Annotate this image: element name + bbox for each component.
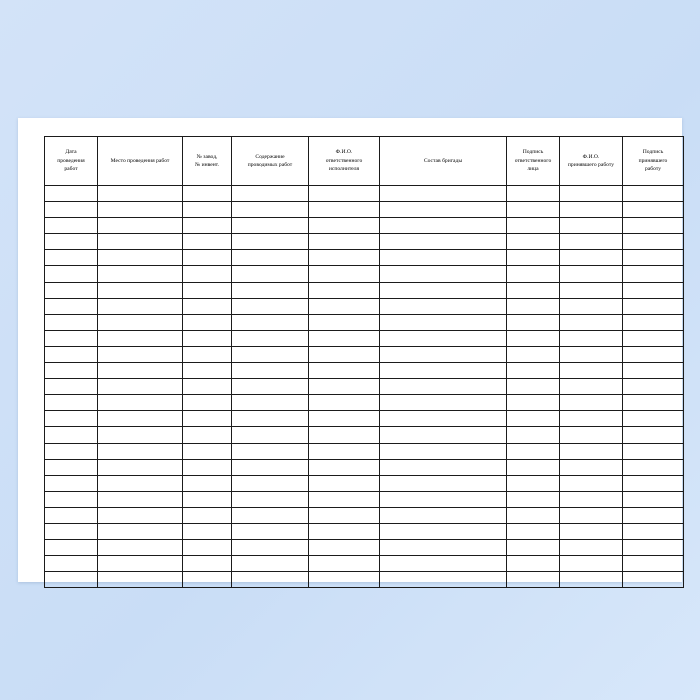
- table-cell[interactable]: [560, 363, 623, 379]
- table-cell[interactable]: [507, 491, 560, 507]
- table-cell[interactable]: [183, 523, 232, 539]
- column-header-line: № инвент.: [194, 162, 220, 168]
- table-cell[interactable]: [232, 298, 309, 314]
- table-cell[interactable]: [507, 298, 560, 314]
- table-cell[interactable]: [560, 411, 623, 427]
- table-cell[interactable]: [380, 314, 507, 330]
- table-cell[interactable]: [45, 298, 98, 314]
- table-cell[interactable]: [560, 234, 623, 250]
- table-cell[interactable]: [98, 234, 183, 250]
- table-cell[interactable]: [380, 379, 507, 395]
- table-row[interactable]: [45, 218, 684, 234]
- table-cell[interactable]: [45, 282, 98, 298]
- table-cell[interactable]: [560, 475, 623, 491]
- column-header-line: Дата: [65, 149, 77, 156]
- table-cell[interactable]: [183, 459, 232, 475]
- table-cell[interactable]: [623, 282, 684, 298]
- column-header-acceptor-signature: [623, 137, 684, 186]
- column-header-location: [98, 137, 183, 186]
- table-cell[interactable]: [560, 459, 623, 475]
- table-cell[interactable]: [45, 250, 98, 266]
- table-cell[interactable]: [183, 298, 232, 314]
- table-cell[interactable]: [507, 411, 560, 427]
- table-cell[interactable]: [309, 298, 380, 314]
- table-cell[interactable]: [623, 411, 684, 427]
- table-cell[interactable]: [45, 443, 98, 459]
- table-cell[interactable]: [623, 572, 684, 588]
- table-cell[interactable]: [560, 556, 623, 572]
- table-cell[interactable]: [98, 556, 183, 572]
- table-cell[interactable]: [309, 459, 380, 475]
- table-cell[interactable]: [98, 363, 183, 379]
- table-row[interactable]: [45, 379, 684, 395]
- table-cell[interactable]: [623, 234, 684, 250]
- table-cell[interactable]: [98, 282, 183, 298]
- table-cell[interactable]: [232, 266, 309, 282]
- table-cell[interactable]: [380, 556, 507, 572]
- table-cell[interactable]: [309, 218, 380, 234]
- table-cell[interactable]: [183, 363, 232, 379]
- table-cell[interactable]: [232, 250, 309, 266]
- table-cell[interactable]: [98, 572, 183, 588]
- table-cell[interactable]: [507, 507, 560, 523]
- table-row[interactable]: [45, 411, 684, 427]
- table-cell[interactable]: [45, 572, 98, 588]
- table-cell[interactable]: [45, 475, 98, 491]
- table-cell[interactable]: [98, 427, 183, 443]
- table-row[interactable]: [45, 363, 684, 379]
- table-row[interactable]: [45, 186, 684, 202]
- table-cell[interactable]: [183, 540, 232, 556]
- table-cell[interactable]: [623, 491, 684, 507]
- column-header-responsible-performer: [309, 137, 380, 186]
- column-header-line: принявшего работу: [567, 162, 615, 168]
- table-cell[interactable]: [232, 523, 309, 539]
- column-header-acceptor-name: [560, 137, 623, 186]
- column-header-line: принявшего: [638, 157, 668, 164]
- table-cell[interactable]: [380, 298, 507, 314]
- table-cell[interactable]: [380, 346, 507, 362]
- table-row[interactable]: [45, 250, 684, 266]
- table-row[interactable]: [45, 202, 684, 218]
- table-cell[interactable]: [45, 540, 98, 556]
- column-header-line: Содержание: [255, 153, 285, 160]
- table-row[interactable]: [45, 330, 684, 346]
- table-cell[interactable]: [380, 475, 507, 491]
- table-cell[interactable]: [232, 202, 309, 218]
- table-cell[interactable]: [380, 491, 507, 507]
- table-cell[interactable]: [623, 507, 684, 523]
- column-header-line: работ: [64, 166, 78, 173]
- table-cell[interactable]: [507, 202, 560, 218]
- table-cell[interactable]: [623, 556, 684, 572]
- table-cell[interactable]: [232, 218, 309, 234]
- table-cell[interactable]: [623, 540, 684, 556]
- table-cell[interactable]: [309, 556, 380, 572]
- column-header-line: проведения: [57, 157, 85, 164]
- table-cell[interactable]: [45, 459, 98, 475]
- table-cell[interactable]: [98, 411, 183, 427]
- table-cell[interactable]: [98, 540, 183, 556]
- table-cell[interactable]: [560, 572, 623, 588]
- table-cell[interactable]: [380, 459, 507, 475]
- table-cell[interactable]: [507, 234, 560, 250]
- log-table-container: [44, 136, 668, 566]
- table-cell[interactable]: [560, 443, 623, 459]
- table-cell[interactable]: [232, 572, 309, 588]
- table-cell[interactable]: [309, 379, 380, 395]
- table-cell[interactable]: [183, 218, 232, 234]
- table-cell[interactable]: [183, 507, 232, 523]
- table-cell[interactable]: [507, 346, 560, 362]
- table-cell[interactable]: [560, 250, 623, 266]
- table-cell[interactable]: [507, 218, 560, 234]
- table-cell[interactable]: [560, 330, 623, 346]
- table-cell[interactable]: [98, 330, 183, 346]
- table-row[interactable]: [45, 234, 684, 250]
- table-cell[interactable]: [45, 427, 98, 443]
- table-cell[interactable]: [98, 186, 183, 202]
- table-cell[interactable]: [183, 411, 232, 427]
- table-cell[interactable]: [623, 363, 684, 379]
- table-cell[interactable]: [623, 475, 684, 491]
- table-cell[interactable]: [183, 427, 232, 443]
- table-cell[interactable]: [232, 234, 309, 250]
- column-header-line: Ф.И.О.: [582, 153, 600, 160]
- table-cell[interactable]: [232, 314, 309, 330]
- table-row[interactable]: [45, 346, 684, 362]
- table-cell[interactable]: [380, 572, 507, 588]
- table-cell[interactable]: [507, 427, 560, 443]
- table-cell[interactable]: [309, 282, 380, 298]
- table-cell[interactable]: [232, 330, 309, 346]
- table-cell[interactable]: [309, 395, 380, 411]
- table-cell[interactable]: [623, 379, 684, 395]
- column-header-line: Подпись: [642, 149, 664, 156]
- table-cell[interactable]: [98, 523, 183, 539]
- table-cell[interactable]: [560, 427, 623, 443]
- table-cell[interactable]: [232, 186, 309, 202]
- table-cell[interactable]: [183, 379, 232, 395]
- table-cell[interactable]: [183, 443, 232, 459]
- table-cell[interactable]: [183, 314, 232, 330]
- table-cell[interactable]: [623, 314, 684, 330]
- table-cell[interactable]: [232, 491, 309, 507]
- table-cell[interactable]: [183, 186, 232, 202]
- table-cell[interactable]: [507, 459, 560, 475]
- table-cell[interactable]: [45, 186, 98, 202]
- table-cell[interactable]: [507, 540, 560, 556]
- table-cell[interactable]: [309, 475, 380, 491]
- column-header-line: Ф.И.О.: [335, 149, 353, 156]
- table-body: [45, 186, 684, 588]
- table-cell[interactable]: [623, 266, 684, 282]
- column-header-line: Место проведения работ: [110, 157, 170, 164]
- table-cell[interactable]: [232, 427, 309, 443]
- column-header-line: исполнителя: [328, 166, 360, 173]
- table-cell[interactable]: [183, 266, 232, 282]
- table-cell[interactable]: [309, 491, 380, 507]
- table-cell[interactable]: [98, 379, 183, 395]
- table-cell[interactable]: [309, 427, 380, 443]
- table-cell[interactable]: [309, 411, 380, 427]
- table-cell[interactable]: [183, 282, 232, 298]
- table-row[interactable]: [45, 523, 684, 539]
- table-cell[interactable]: [183, 572, 232, 588]
- table-row[interactable]: [45, 266, 684, 282]
- table-cell[interactable]: [45, 556, 98, 572]
- table-cell[interactable]: [98, 266, 183, 282]
- table-cell[interactable]: [309, 572, 380, 588]
- table-cell[interactable]: [232, 556, 309, 572]
- table-cell[interactable]: [380, 266, 507, 282]
- table-cell[interactable]: [380, 443, 507, 459]
- table-cell[interactable]: [623, 298, 684, 314]
- table-cell[interactable]: [98, 395, 183, 411]
- table-cell[interactable]: [507, 556, 560, 572]
- column-header-line: № завод,: [196, 153, 218, 160]
- work-log-table: [44, 136, 684, 588]
- table-cell[interactable]: [232, 411, 309, 427]
- table-cell[interactable]: [98, 218, 183, 234]
- table-cell[interactable]: [232, 459, 309, 475]
- table-cell[interactable]: [183, 395, 232, 411]
- table-cell[interactable]: [507, 572, 560, 588]
- table-cell[interactable]: [98, 491, 183, 507]
- table-cell[interactable]: [560, 298, 623, 314]
- table-cell[interactable]: [560, 218, 623, 234]
- table-cell[interactable]: [380, 282, 507, 298]
- table-row[interactable]: [45, 556, 684, 572]
- table-cell[interactable]: [183, 346, 232, 362]
- table-cell[interactable]: [45, 266, 98, 282]
- table-cell[interactable]: [309, 202, 380, 218]
- table-cell[interactable]: [232, 379, 309, 395]
- table-cell[interactable]: [380, 234, 507, 250]
- table-row[interactable]: [45, 507, 684, 523]
- table-cell[interactable]: [183, 475, 232, 491]
- table-cell[interactable]: [45, 346, 98, 362]
- table-cell[interactable]: [45, 218, 98, 234]
- table-cell[interactable]: [623, 427, 684, 443]
- table-cell[interactable]: [623, 346, 684, 362]
- table-cell[interactable]: [560, 346, 623, 362]
- table-cell[interactable]: [183, 202, 232, 218]
- column-header-work-content: [232, 137, 309, 186]
- table-row[interactable]: [45, 443, 684, 459]
- table-cell[interactable]: [98, 443, 183, 459]
- table-cell[interactable]: [309, 186, 380, 202]
- table-row[interactable]: [45, 491, 684, 507]
- table-cell[interactable]: [309, 443, 380, 459]
- column-header-line: Состав бригады: [423, 157, 463, 164]
- column-header-line: Подпись: [522, 149, 544, 156]
- table-cell[interactable]: [507, 250, 560, 266]
- table-cell[interactable]: [98, 459, 183, 475]
- table-cell[interactable]: [45, 491, 98, 507]
- table-cell[interactable]: [45, 395, 98, 411]
- table-cell[interactable]: [507, 363, 560, 379]
- table-cell[interactable]: [560, 186, 623, 202]
- table-cell[interactable]: [560, 314, 623, 330]
- table-cell[interactable]: [380, 202, 507, 218]
- table-cell[interactable]: [183, 330, 232, 346]
- table-cell[interactable]: [560, 523, 623, 539]
- table-cell[interactable]: [183, 234, 232, 250]
- table-cell[interactable]: [380, 395, 507, 411]
- table-cell[interactable]: [623, 218, 684, 234]
- table-cell[interactable]: [309, 234, 380, 250]
- table-cell[interactable]: [309, 346, 380, 362]
- table-cell[interactable]: [507, 395, 560, 411]
- table-cell[interactable]: [623, 202, 684, 218]
- table-cell[interactable]: [380, 411, 507, 427]
- table-cell[interactable]: [560, 507, 623, 523]
- table-cell[interactable]: [45, 330, 98, 346]
- table-cell[interactable]: [98, 507, 183, 523]
- table-cell[interactable]: [623, 250, 684, 266]
- table-cell[interactable]: [560, 379, 623, 395]
- table-cell[interactable]: [45, 363, 98, 379]
- column-header-line: лица: [527, 166, 539, 173]
- table-cell[interactable]: [507, 330, 560, 346]
- table-cell[interactable]: [309, 540, 380, 556]
- table-cell[interactable]: [45, 507, 98, 523]
- table-cell[interactable]: [623, 395, 684, 411]
- table-header-row: [45, 137, 684, 186]
- table-cell[interactable]: [98, 202, 183, 218]
- table-row[interactable]: [45, 314, 684, 330]
- table-cell[interactable]: [623, 459, 684, 475]
- table-cell[interactable]: [309, 266, 380, 282]
- column-header-line: проводимых работ: [247, 162, 293, 168]
- table-cell[interactable]: [183, 556, 232, 572]
- table-cell[interactable]: [623, 186, 684, 202]
- document-sheet: [18, 118, 682, 582]
- table-cell[interactable]: [98, 475, 183, 491]
- table-cell[interactable]: [232, 363, 309, 379]
- table-row[interactable]: [45, 298, 684, 314]
- column-header-numbers: [183, 137, 232, 186]
- table-cell[interactable]: [560, 395, 623, 411]
- column-header-responsible-signature: [507, 137, 560, 186]
- table-cell[interactable]: [623, 523, 684, 539]
- table-cell[interactable]: [380, 250, 507, 266]
- table-cell[interactable]: [380, 427, 507, 443]
- table-row[interactable]: [45, 459, 684, 475]
- table-cell[interactable]: [183, 250, 232, 266]
- table-cell[interactable]: [45, 314, 98, 330]
- table-cell[interactable]: [380, 330, 507, 346]
- table-cell[interactable]: [98, 346, 183, 362]
- table-cell[interactable]: [232, 443, 309, 459]
- table-cell[interactable]: [232, 282, 309, 298]
- table-cell[interactable]: [232, 507, 309, 523]
- table-cell[interactable]: [98, 250, 183, 266]
- table-cell[interactable]: [380, 540, 507, 556]
- column-header-line: ответственного: [325, 157, 363, 164]
- table-cell[interactable]: [380, 186, 507, 202]
- table-cell[interactable]: [507, 475, 560, 491]
- table-cell[interactable]: [507, 314, 560, 330]
- table-cell[interactable]: [45, 234, 98, 250]
- table-cell[interactable]: [45, 411, 98, 427]
- table-cell[interactable]: [380, 523, 507, 539]
- table-cell[interactable]: [232, 395, 309, 411]
- table-cell[interactable]: [623, 443, 684, 459]
- column-header-line: работу: [644, 166, 662, 173]
- table-cell[interactable]: [380, 363, 507, 379]
- table-cell[interactable]: [560, 202, 623, 218]
- table-cell[interactable]: [45, 379, 98, 395]
- table-cell[interactable]: [560, 540, 623, 556]
- table-cell[interactable]: [45, 523, 98, 539]
- table-cell[interactable]: [560, 266, 623, 282]
- table-cell[interactable]: [507, 186, 560, 202]
- column-header-date: [45, 137, 98, 186]
- column-header-line: ответственного: [514, 157, 552, 164]
- table-cell[interactable]: [309, 507, 380, 523]
- table-row[interactable]: [45, 572, 684, 588]
- table-header: [45, 137, 684, 186]
- table-cell[interactable]: [507, 523, 560, 539]
- table-cell[interactable]: [45, 202, 98, 218]
- table-row[interactable]: [45, 540, 684, 556]
- table-cell[interactable]: [309, 330, 380, 346]
- table-cell[interactable]: [507, 443, 560, 459]
- table-cell[interactable]: [309, 363, 380, 379]
- table-cell[interactable]: [232, 346, 309, 362]
- table-row[interactable]: [45, 427, 684, 443]
- table-cell[interactable]: [507, 379, 560, 395]
- table-cell[interactable]: [309, 523, 380, 539]
- table-cell[interactable]: [232, 475, 309, 491]
- table-row[interactable]: [45, 395, 684, 411]
- table-cell[interactable]: [309, 250, 380, 266]
- table-cell[interactable]: [232, 540, 309, 556]
- table-cell[interactable]: [507, 282, 560, 298]
- table-cell[interactable]: [507, 266, 560, 282]
- column-header-crew: [380, 137, 507, 186]
- table-cell[interactable]: [623, 330, 684, 346]
- table-cell[interactable]: [560, 282, 623, 298]
- table-row[interactable]: [45, 475, 684, 491]
- table-cell[interactable]: [98, 314, 183, 330]
- table-cell[interactable]: [183, 491, 232, 507]
- table-cell[interactable]: [98, 298, 183, 314]
- table-cell[interactable]: [309, 314, 380, 330]
- table-cell[interactable]: [380, 218, 507, 234]
- table-cell[interactable]: [560, 491, 623, 507]
- table-cell[interactable]: [380, 507, 507, 523]
- table-row[interactable]: [45, 282, 684, 298]
